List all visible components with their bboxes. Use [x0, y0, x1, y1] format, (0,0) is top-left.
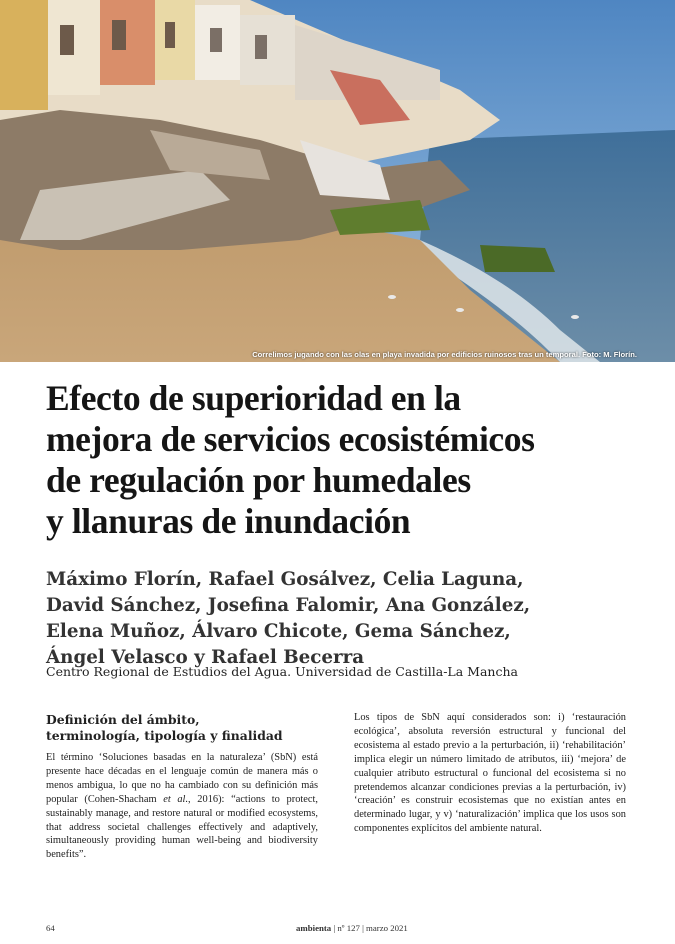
etal-italic: et al.	[163, 793, 189, 805]
title-line: mejora de servicios ecosistémicos	[46, 419, 535, 459]
left-column	[46, 712, 318, 862]
section-heading-line: Definición del ámbito,	[46, 712, 200, 727]
title-line: y llanuras de inundación	[46, 501, 411, 541]
author-line: David Sánchez, Josefina Falomir, Ana González,	[46, 595, 531, 616]
author-list	[46, 567, 646, 671]
author-line: Ángel Velasco y Rafael Becerra	[46, 647, 365, 668]
journal-name: ambienta	[296, 923, 332, 933]
paragraph-text: , 2016): “actions to protect, sustainably manage, and restore natural or modified ecosystems, that address societal challenges effectively and adaptively, simultaneously providing human well-being and biodiversity benefits”.	[46, 793, 318, 861]
title-line: Efecto de superioridad en la	[46, 378, 461, 418]
paragraph-text: El término ‘Soluciones basadas en la naturaleza’ (SbN) está presente hace décadas en el lenguaje común de manera más o menos ambigua, lo que no ha cambiado con su definición más popular (Cohen-Shacham	[46, 752, 318, 805]
beach-ruins-illustration	[0, 0, 675, 362]
section-heading	[46, 712, 318, 744]
title-line: de regulación por humedales	[46, 460, 471, 500]
section-heading-line: terminología, tipología y finalidad	[46, 728, 283, 743]
photo-caption: Correlimos jugando con las olas en playa invadida por edificios ruinosos tras un temporal. Foto: M. Florín.	[252, 350, 637, 359]
author-affiliation: Centro Regional de Estudios del Agua. Universidad de Castilla-La Mancha	[46, 664, 518, 679]
body-paragraph	[46, 751, 318, 862]
right-column	[354, 711, 626, 836]
journal-info	[296, 923, 408, 933]
page-number: 64	[46, 923, 55, 933]
author-line: Máximo Florín, Rafael Gosálvez, Celia Laguna,	[46, 569, 524, 590]
author-line: Elena Muñoz, Álvaro Chicote, Gema Sánchez,	[46, 621, 511, 642]
body-paragraph: Los tipos de SbN aquí considerados son: i) ‘restauración ecológica’, absoluta reversión estructural y funcional del ecosistema al estado previo a la perturbación, ii) ‘rehabilitación’ implica elegir un número limitado de atributos, iii) ‘mejora’ de cualquier atributo estructural o funcional del ecosistema si no pretendemos alcanzar condiciones previas a la perturbación, iv) ‘creación’ es construir ecosistemas que no existían antes en determinado lugar, y v) ‘naturalización’ implica que los usos son componentes explícitos del ambiente natural.	[354, 712, 626, 835]
article-title	[46, 378, 646, 542]
issue-info: | nº 127 | marzo 2021	[331, 923, 408, 933]
header-photo	[0, 0, 675, 362]
